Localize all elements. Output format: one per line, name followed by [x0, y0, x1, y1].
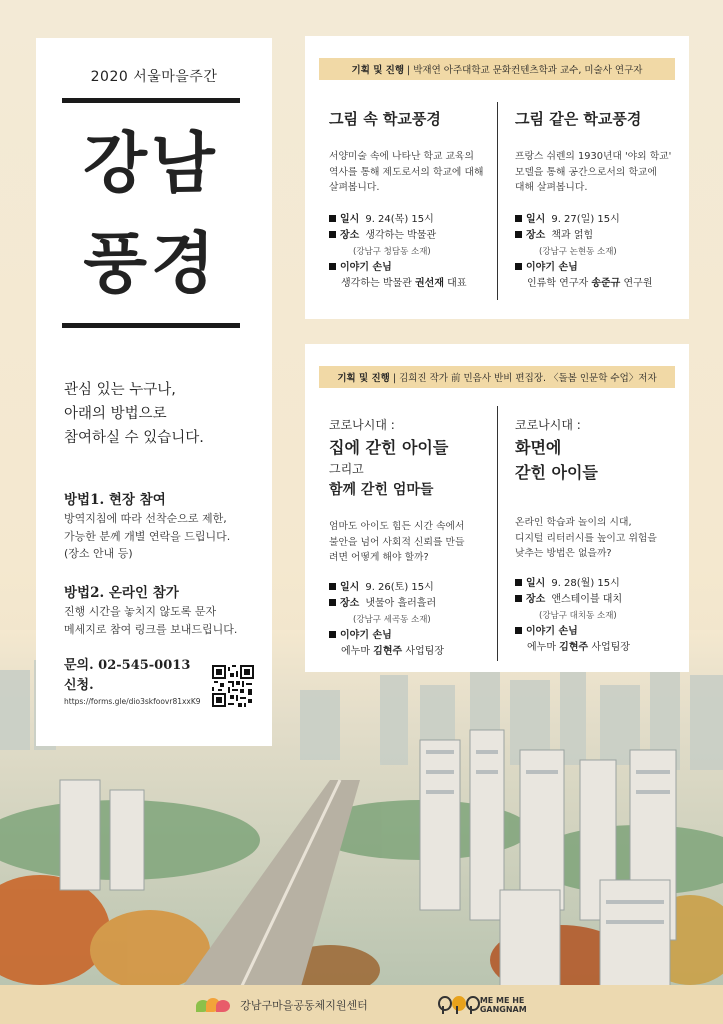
bullet-square-icon [329, 599, 336, 606]
session-info: 일시 9. 26(토) 15시 장소 냇물아 흘러흘러 (강남구 세곡동 소재) 이야기 손님 에누마 김현주 사업팀장 [329, 580, 499, 660]
session-title: 화면에 [515, 438, 562, 457]
qr-code-icon[interactable] [212, 665, 254, 707]
session-info: 일시 9. 28(월) 15시 장소 앤스테이블 대치 (강남구 대치동 소재) 이야기 손님 에누마 김현주 사업팀장 [515, 576, 685, 656]
left-info-card [36, 38, 272, 746]
method1-text: 방역지침에 따라 선착순으로 제한, 가능한 분께 개별 연락을 드립니다. (장소 안내 등) [64, 512, 231, 560]
session-desc: 서양미술 속에 나타난 학교 교육의 역사를 통해 제도로서의 학교에 대해 살펴봅니다. [329, 151, 484, 193]
session-title-line2: 갇힌 아이들 [515, 463, 598, 482]
contact-block [64, 656, 190, 696]
session-desc: 온라인 학습과 놀이의 시대, 디지털 리터러시를 높이고 위험을 낮추는 방법은 없을까? [515, 517, 657, 559]
panel1-banner: 기획 및 진행 | 박재연 아주대학교 문화컨텐츠학과 교수, 미술사 연구자 [319, 58, 675, 80]
main-title-line1: 강남 [83, 124, 219, 202]
intro-text: 관심 있는 누구나, 아래의 방법으로 참여하실 수 있습니다. [64, 382, 204, 446]
bullet-square-icon [515, 215, 522, 222]
session-desc: 프랑스 쉬렌의 1930년대 '야외 학교' 모델을 통해 공간으로서의 학교에 대해 살펴봅니다. [515, 151, 672, 193]
session-card-2 [515, 108, 685, 292]
brand-top: ME ME HE [479, 995, 525, 1005]
bullet-square-icon [329, 583, 336, 590]
apply-label: 신청. [64, 678, 94, 693]
bullet-square-icon [515, 627, 522, 634]
session-info: 일시 9. 27(일) 15시 장소 책과 얽힘 (강남구 논현동 소재) 이야기 손님 인류학 연구자 송준규 연구원 [515, 212, 685, 292]
bullet-square-icon [515, 231, 522, 238]
method2-text: 진행 시간을 놓치지 않도록 문자 메세지로 참여 링크를 보내드립니다. [64, 605, 238, 636]
leaf-logo-icon [196, 996, 232, 1014]
spoon-icon [438, 996, 448, 1014]
org-name: 강남구마을공동체지원센터 [240, 998, 368, 1012]
bullet-square-icon [329, 231, 336, 238]
lecture-panel-school [305, 36, 689, 319]
year-line: 2020 서울마을주간 [90, 69, 218, 85]
session-title: 그림 같은 학교풍경 [515, 110, 642, 128]
method2-heading: 방법2. 온라인 참가 [64, 585, 179, 601]
session-card-1 [329, 108, 499, 292]
session-title: 그림 속 학교풍경 [329, 110, 441, 128]
session-title-2: 함께 갇힌 엄마들 [329, 482, 434, 498]
bullet-square-icon [329, 263, 336, 270]
method1-heading: 방법1. 현장 참여 [64, 492, 166, 508]
contact-phone: 문의. 02-545-0013 [64, 658, 191, 673]
session-card-4: 코로나시대 : 화면에 갇힌 아이들 온라인 학습과 놀이의 시대, 디지털 리터러시를 높이고 위험을 낮추는 방법은 없을까? 일시 9. 28(월) 15시 장소 앤스테이블 대치 (강남구 대치동 소재) 이야기 손님 에누마 김현주 사업팀장 [515, 416, 685, 656]
bullet-square-icon [515, 263, 522, 270]
main-title-line2: 풍경 [83, 224, 219, 302]
memehe-logo [438, 996, 527, 1014]
bullet-square-icon [329, 215, 336, 222]
session-info: 일시 9. 24(목) 15시 장소 생각하는 박물관 (강남구 청담동 소재) 이야기 손님 생각하는 박물관 권선재 대표 [329, 212, 499, 292]
title-top-rule [62, 98, 240, 103]
footer-logos [0, 985, 723, 1024]
spoon-icon [452, 996, 462, 1014]
title-bottom-rule [62, 323, 240, 328]
apply-url-link[interactable]: https://forms.gle/dio3skfoovr81xxK9 [64, 697, 201, 706]
session-title: 집에 갇힌 아이들 [329, 438, 449, 457]
lecture-panel-corona [305, 344, 689, 672]
panel2-banner: 기획 및 진행 | 김희진 작가 前 민음사 반비 편집장. 〈돌봄 인문학 수업〉저자 [319, 366, 675, 388]
org-logo [196, 996, 368, 1014]
session-desc: 엄마도 아이도 힘든 시간 속에서 불안을 넘어 사회적 신뢰를 만들 려면 어떻게 해야 할까? [329, 521, 465, 563]
brand-bottom: GANGNAM [479, 1004, 527, 1014]
session-card-3: 코로나시대 : 집에 갇힌 아이들 그리고 함께 갇힌 엄마들 엄마도 아이도 힘든 시간 속에서 불안을 넘어 사회적 신뢰를 만들 려면 어떻게 해야 할까? 일시 9. 26(토) 15시 장소 냇물아 흘러흘러 (강남구 세곡동 소재) 이야기 손님 에누마 김현주 사업팀장 [329, 416, 499, 660]
bullet-square-icon [515, 595, 522, 602]
spoon-icon [466, 996, 476, 1014]
bullet-square-icon [329, 631, 336, 638]
bullet-square-icon [515, 579, 522, 586]
